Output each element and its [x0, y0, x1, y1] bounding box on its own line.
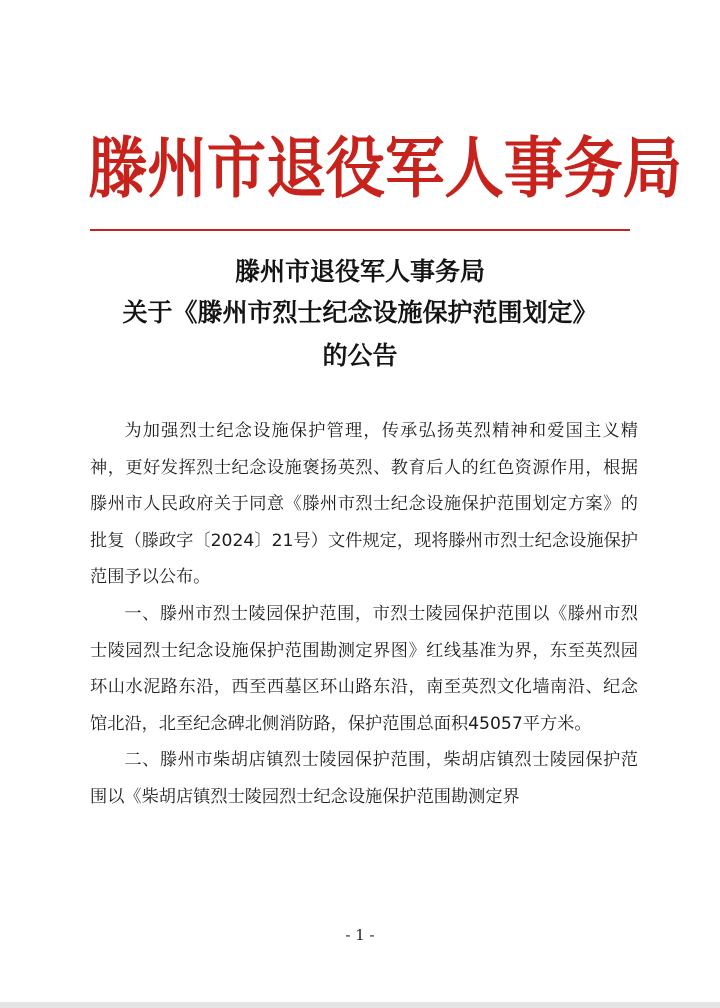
page-number: - 1 -	[345, 926, 375, 944]
body-paragraph-intro: 为加强烈士纪念设施保护管理，传承弘扬英烈精神和爱国主义精神，更好发挥烈士纪念设施褒扬英烈、教育后人的红色资源作用，根据滕州市人民政府关于同意《滕州市烈士纪念设施保护范围划定方案》的批复（滕政字〔2024〕21号）文件规定，现将滕州市烈士纪念设施保护范围予以公布。	[90, 421, 638, 588]
document-title-line-2: 关于《滕州市烈士纪念设施保护范围划定》	[122, 298, 598, 327]
document-title-line-3: 的公告	[322, 341, 398, 370]
letterhead-divider	[90, 229, 630, 231]
body-paragraph-item-2: 二、滕州市柴胡店镇烈士陵园保护范围，柴胡店镇烈士陵园保护范围以《柴胡店镇烈士陵园烈士纪念设施保护范围勘测定界	[90, 750, 638, 807]
body-paragraph-item-1: 一、滕州市烈士陵园保护范围，市烈士陵园保护范围以《滕州市烈士陵园烈士纪念设施保护范围勘测定界图》红线基准为界，东至英烈园环山水泥路东沿，西至西墓区环山路东沿，南至英烈文化墙南沿、纪念馆北沿，北至纪念碑北侧消防路，保护范围总面积45057平方米。	[90, 603, 638, 734]
document-body	[90, 413, 638, 816]
document-title-line-1: 滕州市退役军人事务局	[234, 257, 485, 286]
page-bottom-edge	[0, 1002, 720, 1008]
agency-letterhead: 滕州市退役军人事务局	[88, 129, 682, 207]
